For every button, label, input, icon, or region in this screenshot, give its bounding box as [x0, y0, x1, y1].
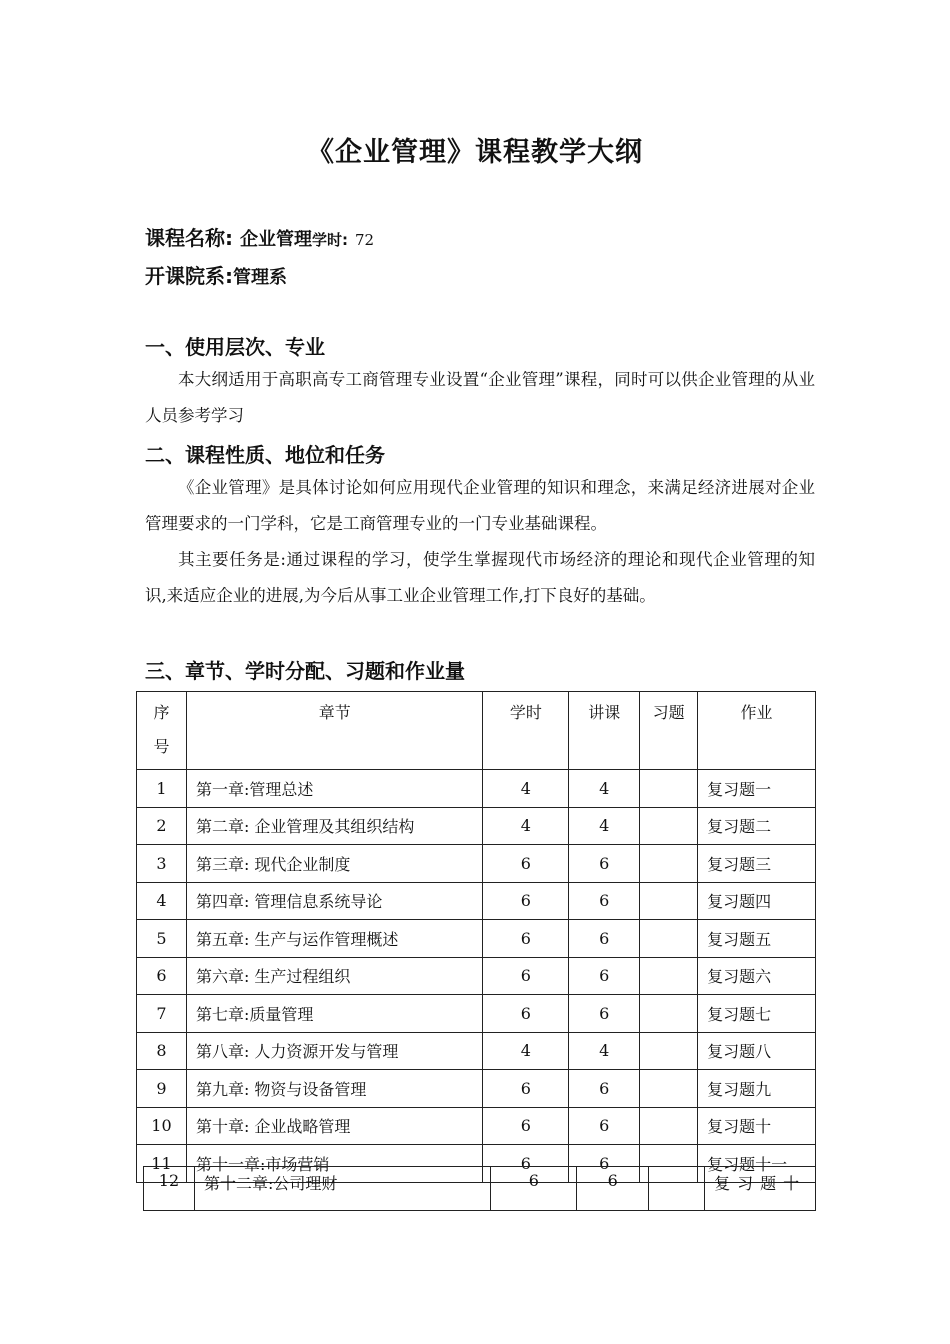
schedule-table: [136, 691, 816, 1183]
header-lecture: 讲课: [569, 692, 640, 770]
course-name-value: 企业管理: [239, 229, 312, 250]
hours-label: 学时:: [311, 231, 348, 249]
table-row: 5 第五章: 生产与运作管理概述 6 6 复习题五: [137, 920, 816, 958]
header-chapter: 章节: [186, 692, 483, 770]
table-row: 8 第八章: 人力资源开发与管理 4 4 复习题八: [137, 1032, 816, 1070]
hours-value: 72: [354, 231, 375, 249]
table-row: 7 第七章:质量管理 6 6 复习题七: [137, 995, 816, 1033]
section-heading-1: 一、使用层次、专业: [145, 335, 325, 359]
table-row: 4 第四章: 管理信息系统导论 6 6 复习题四: [137, 882, 816, 920]
schedule-table-continued: [143, 1166, 816, 1211]
department-line: [145, 260, 287, 289]
table-row: 2 第二章: 企业管理及其组织结构 4 4 复习题二: [137, 807, 816, 845]
table-row: 11 第十一章:市场营销 6 6 复习题十一: [137, 1145, 816, 1183]
table-row: 1 第一章:管理总述 4 4 复习题一: [137, 770, 816, 808]
section-2-paragraph-2: 其主要任务是:通过课程的学习，使学生掌握现代市场经济的理论和现代企业管理的知识,来适应企业的进展,为今后从事工业企业管理工作,打下良好的基础。: [145, 550, 815, 605]
department-label: 开课院系:: [145, 264, 233, 288]
header-homework: 作业: [698, 692, 816, 770]
department-value: 管理系: [233, 267, 287, 288]
course-name-label: 课程名称:: [145, 226, 233, 250]
table-header-row: [137, 692, 816, 770]
table-row: 12 第十二章:公司理财 6 6 复习题十: [144, 1167, 816, 1211]
section-heading-2: 二、课程性质、地位和任务: [145, 443, 385, 467]
header-seq: 序 号: [137, 692, 187, 770]
section-2-paragraph-1: 《企业管理》是具体讨论如何应用现代企业管理的知识和理念，来满足经济进展对企业管理要求的一门学科，它是工商管理专业的一门专业基础课程。: [145, 478, 815, 533]
section-1-paragraph: 本大纲适用于高职高专工商管理专业设置“企业管理”课程，同时可以供企业管理的从业人员参考学习: [145, 370, 815, 425]
header-hours: 学时: [483, 692, 569, 770]
table-row: 3 第三章: 现代企业制度 6 6 复习题三: [137, 845, 816, 883]
table-row: 6 第六章: 生产过程组织 6 6 复习题六: [137, 957, 816, 995]
header-exercise: 习题: [640, 692, 698, 770]
course-name-line: [145, 222, 374, 251]
table-row: 9 第九章: 物资与设备管理 6 6 复习题九: [137, 1070, 816, 1108]
section-heading-3: 三、章节、学时分配、习题和作业量: [145, 659, 465, 683]
page-title: 《企业管理》课程教学大纲: [307, 137, 643, 168]
table-row: 10 第十章: 企业战略管理 6 6 复习题十: [137, 1107, 816, 1145]
